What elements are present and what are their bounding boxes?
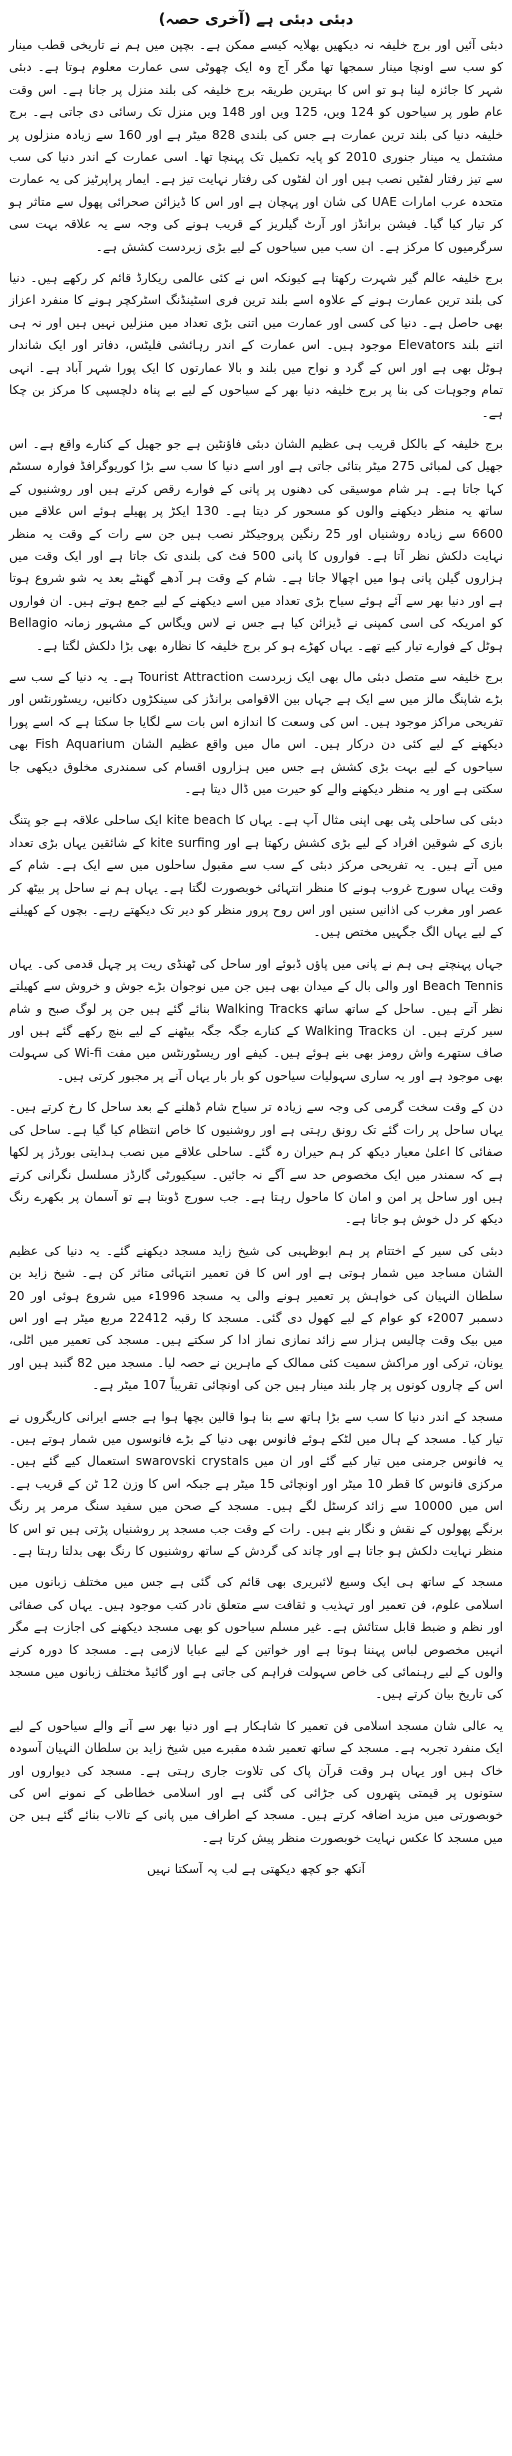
article-paragraph: دبئی کی سیر کے اختتام پر ہم ابوظہبی کی شیخ زاید مسجد دیکھنے گئے۔ یہ دنیا کی عظیم الشان مساجد میں شمار ہوتی ہے اور اس کا فن تعمیر انتہائی متاثر کن ہے۔ شیخ زاید بن سلطان النہیان کی خواہش پر تعمیر ہونے والی یہ مسجد 1996ء میں شروع ہوئی اور 20 دسمبر 2007ء کو عوام کے لیے کھول دی گئی۔ مسجد کا رقبہ 22412 مربع میٹر ہے اور اس میں بیک وقت چالیس ہزار سے زائد نمازی نماز ادا کر سکتے ہیں۔ مسجد کی تعمیر میں اٹلی، یونان، ترکی اور مراکش سمیت کئی ممالک کے ماہرین نے حصہ لیا۔ مسجد میں 82 گنبد ہیں اور اس کے چاروں کونوں پر چار بلند مینار ہیں جن کی اونچائی تقریباً 107 میٹر ہے۔: [9, 1243, 503, 1393]
article-paragraph: برج خلیفہ کے بالکل قریب ہی عظیم الشان دبئی فاؤنٹین ہے جو جھیل کے کنارے واقع ہے۔ اس جھیل کی لمبائی 275 میٹر بتائی جاتی ہے اور اسے دنیا کا سب سے بڑا کوریوگرافڈ فوارہ سسٹم کہا جاتا ہے۔ ہر شام موسیقی کی دھنوں پر پانی کے فوارے رقص کرتے ہیں اور روشنیوں کے ساتھ یہ منظر دیکھنے والوں کو مسحور کر دیتا ہے۔ 130 ایکڑ پر پھیلے ہوئے اس علاقے میں 6600 سے زیادہ روشنیاں اور 25 رنگین پروجیکٹر نصب ہیں جن سے رات کے وقت یہ منظر نہایت دلکش نظر آتا ہے۔ فواروں کا پانی 500 فٹ کی بلندی تک جاتا ہے اور ایک وقت میں ہزاروں گیلن پانی ہوا میں اچھالا جاتا ہے۔ شام کے وقت ہر آدھے گھنٹے بعد یہ شو شروع ہوتا ہے اور دنیا بھر سے آئے ہوئے سیاح بڑی تعداد میں اسے دیکھنے کے لیے جمع ہوتے ہیں۔ ان فواروں کو امریکہ کی اسی کمپنی نے ڈیزائن کیا ہے جس نے لاس ویگاس کے مشہور زمانہ Bellagio ہوٹل کے فوارے تیار کیے تھے۔ یہاں کھڑے ہو کر برج خلیفہ کا نظارہ بھی بڑا دلکش لگتا ہے۔: [9, 436, 504, 653]
article-paragraph: مسجد کے ساتھ ہی ایک وسیع لائبریری بھی قائم کی گئی ہے جس میں مختلف زبانوں میں اسلامی علوم، فن تعمیر اور تہذیب و ثقافت سے متعلق نادر کتب موجود ہیں۔ یہاں کی صفائی اور نظم و ضبط قابل ستائش ہے۔ غیر مسلم سیاحوں کو بھی مسجد دیکھنے کی اجازت ہے مگر انہیں مخصوص لباس پہننا ہوتا ہے اور خواتین کے لیے عبایا لازمی ہے۔ مسجد کا دورہ کرنے والوں کے لیے رہنمائی کی خاص سہولت فراہم کی جاتی ہے اور گائیڈ مختلف زبانوں میں مسجد کی تاریخ بیان کرتے ہیں۔: [9, 1575, 503, 1702]
article-paragraph: جہاں پہنچتے ہی ہم نے پانی میں پاؤں ڈبوئے اور ساحل کی ٹھنڈی ریت پر چہل قدمی کی۔ یہاں Beach Tennis اور والی بال کے میدان بھی ہیں جن میں نوجوان بڑے جوش و خروش سے کھیلتے نظر آتے ہیں۔ ساحل کے ساتھ ساتھ Walking Tracks بنائے گئے ہیں جن پر لوگ صبح و شام سیر کرتے ہیں۔ ان Walking Tracks کے کنارے جگہ جگہ بیٹھنے کے لیے بنچ رکھے گئے ہیں اور صاف ستھرے واش رومز بھی بنے ہوئے ہیں۔ کیفے اور ریسٹورنٹس میں مفت Wi-fi کی سہولت بھی موجود ہے اور یہ ساری سہولیات سیاحوں کو بار بار یہاں آنے پر مجبور کرتی ہیں۔: [9, 956, 503, 1083]
article-paragraph: دبئی کی ساحلی پٹی بھی اپنی مثال آپ ہے۔ یہاں کا kite beach ایک ساحلی علاقہ ہے جو پتنگ بازی کے شوقین افراد کے لیے بڑی کشش رکھتا ہے اور kite surfing کے شائقین یہاں بڑی تعداد میں آتے ہیں۔ یہ تفریحی مرکز دبئی کے سب سے مقبول ساحلوں میں سے ایک ہے۔ شام کے وقت یہاں سورج غروب ہونے کا منظر انتہائی خوبصورت لگتا ہے۔ یہاں ہم نے ساحل پر بیٹھ کر عصر اور مغرب کی اذانیں سنیں اور اس روح پرور منظر کو دیر تک دیکھتے رہے۔ بچوں کے کھیلنے کے لیے یہاں الگ جگہیں مختص ہیں۔: [9, 813, 504, 940]
article-paragraph: دبئی آئیں اور برج خلیفہ نہ دیکھیں بھلایہ کیسے ممکن ہے۔ بچپن میں ہم نے تاریخی قطب مینار کو سب سے اونچا مینار سمجھا تھا مگر آج وہ ایک چھوٹی سی عمارت معلوم ہوتا ہے۔ دبئی شہر کا جائزہ لینا ہو تو اس کا بہترین طریقہ برج خلیفہ کی بلند منزل پر جانا ہے۔ اس وقت عام طور پر سیاحوں کو 124 ویں، 125 ویں اور 148 ویں منزل تک رسائی دی جاتی ہے۔ برج خلیفہ دنیا کی بلند ترین عمارت ہے جس کی بلندی 828 میٹر ہے اور 160 سے زیادہ منزلوں پر مشتمل یہ مینار جنوری 2010 کو پایہ تکمیل تک پہنچا تھا۔ اسی عمارت کے اندر دنیا کی سب سے تیز رفتار لفٹیں نصب ہیں اور ان لفٹوں کی رفتار نہایت تیز ہے۔ ایمار پراپرٹیز کی یہ عمارت متحدہ عرب امارات UAE کی شان اور پہچان ہے اور اس کا ڈیزائن صحرائی پھول سے متاثر ہو کر تیار کیا گیا۔ فیشن برانڈز اور آرٹ گیلریز کے قریب ہونے کی وجہ سے یہ علاقہ بہت سی سرگرمیوں کا مرکز ہے۔ ان سب میں سیاحوں کے لیے بڑی زبردست کشش ہے۔: [9, 38, 504, 254]
article-title: دبئی دبئی ہے (آخری حصہ): [158, 10, 354, 28]
closing-verse: آنکھ جو کچھ دیکھتی ہے لب پہ آسکتا نہیں: [146, 1862, 366, 1877]
article-paragraph: یہ عالی شان مسجد اسلامی فن تعمیر کا شاہکار ہے اور دنیا بھر سے آنے والے سیاحوں کے لیے ایک منفرد تجربہ ہے۔ مسجد کے ساتھ تعمیر شدہ مقبرے میں شیخ زاید بن سلطان النہیان آسودہ خاک ہیں اور یہاں ہر وقت قرآن پاک کی تلاوت جاری رہتی ہے۔ مسجد کی دیواروں اور ستونوں پر قیمتی پتھروں کی جڑائی کی گئی ہے اور اسلامی خطاطی کے نمونے اس کی خوبصورتی میں مزید اضافہ کرتے ہیں۔ مسجد کے اطراف میں پانی کے تالاب بنائے گئے ہیں جن میں مسجد کا عکس نہایت خوبصورت منظر پیش کرتا ہے۔: [9, 1718, 503, 1845]
article-paragraph: برج خلیفہ عالم گیر شہرت رکھتا ہے کیونکہ اس نے کئی عالمی ریکارڈ قائم کر رکھے ہیں۔ دنیا کی بلند ترین عمارت ہونے کے علاوہ اسے بلند ترین فری اسٹینڈنگ اسٹرکچر ہونے کا منفرد اعزاز بھی حاصل ہے۔ دنیا کی کسی اور عمارت میں اتنی بڑی تعداد میں منزلیں نہیں ہیں اور نہ ہی اتنے بلند Elevators موجود ہیں۔ اس عمارت کے اندر رہائشی فلیٹس، دفاتر اور ایک شاندار ہوٹل بھی ہے اور اس کے گرد و نواح میں بلند و بالا عمارتوں کا ایک پورا شہر آباد ہے۔ انہی تمام وجوہات کی بنا پر برج خلیفہ دنیا بھر کے سیاحوں کے لیے بے پناہ دلچسپی کا مرکز بن چکا ہے۔: [9, 271, 503, 420]
article-paragraph: برج خلیفہ سے متصل دبئی مال بھی ایک زبردست Tourist Attraction ہے۔ یہ دنیا کے سب سے بڑے شاپنگ مالز میں سے ایک ہے جہاں بین الاقوامی برانڈز کی سینکڑوں دکانیں، ریسٹورنٹس اور تفریحی مراکز موجود ہیں۔ اس کی وسعت کا اندازہ اس بات سے لگایا جا سکتا ہے کہ اسے پورا دیکھنے کے لیے کئی دن درکار ہیں۔ اس مال میں واقع عظیم الشان Fish Aquarium بھی سیاحوں کے لیے بہت بڑی کشش ہے جس میں ہزاروں اقسام کی سمندری مخلوق دیکھی جا سکتی ہے اور یہ منظر دیکھنے والے کو حیرت میں ڈال دیتا ہے۔: [9, 669, 503, 796]
article-paragraph: مسجد کے اندر دنیا کا سب سے بڑا ہاتھ سے بنا ہوا قالین بچھا ہوا ہے جسے ایرانی کاریگروں نے تیار کیا۔ مسجد کے ہال میں لٹکے ہوئے فانوس بھی دنیا کے بڑے فانوسوں میں شمار ہوتے ہیں۔ یہ فانوس جرمنی میں تیار کیے گئے اور ان میں swarovski crystals استعمال کیے گئے ہیں۔ مرکزی فانوس کا قطر 10 میٹر اور اونچائی 15 میٹر ہے جبکہ اس کا وزن 12 ٹن کے قریب ہے۔ اس میں 10000 سے زائد کرسٹل لگے ہیں۔ مسجد کے صحن میں سفید سنگ مرمر پر رنگ برنگے پھولوں کے نقش و نگار بنے ہیں۔ رات کے وقت جب مسجد پر روشنیاں پڑتی ہیں تو اس کا منظر نہایت دلکش ہو جاتا ہے اور چاند کی گردش کے ساتھ روشنیوں کا رنگ بھی بدلتا رہتا ہے۔: [9, 1409, 504, 1558]
article-paragraph: دن کے وقت سخت گرمی کی وجہ سے زیادہ تر سیاح شام ڈھلنے کے بعد ساحل کا رخ کرتے ہیں۔ یہاں ساحل پر رات گئے تک رونق رہتی ہے اور روشنیوں کا خاص انتظام کیا گیا ہے۔ ساحل کی صفائی کا اعلیٰ معیار دیکھ کر ہم حیران رہ گئے۔ ساحلی علاقے میں نصب ہدایتی بورڈز پر لکھا ہے کہ سمندر میں ایک مخصوص حد سے آگے نہ جائیں۔ سیکیورٹی گارڈز مسلسل نگرانی کرتے ہیں اور ساحل پر امن و امان کا ماحول رہتا ہے۔ جب سورج ڈوبتا ہے تو آسمان پر بکھرے رنگ دیکھ کر دل خوش ہو جاتا ہے۔: [9, 1100, 503, 1227]
